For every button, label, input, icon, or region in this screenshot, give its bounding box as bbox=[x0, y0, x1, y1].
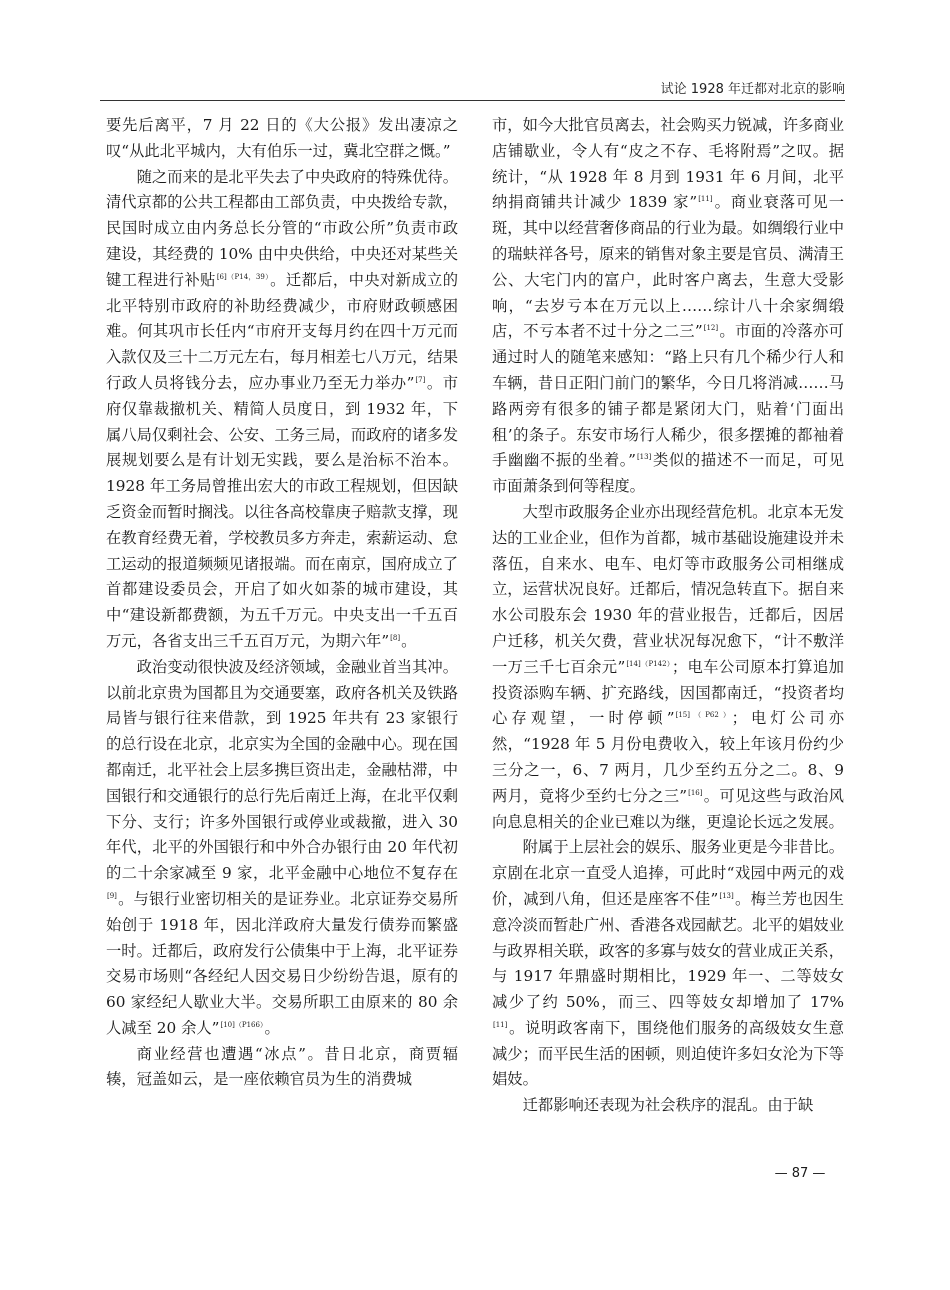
paragraph-text: ；电车公司原本打算追加投资添购车辆、扩充路线，因国都南迁，“投资者均心存观望，一时停顿” bbox=[492, 657, 844, 728]
citation-ref: [15]（P62） bbox=[675, 711, 731, 720]
citation-ref: [7] bbox=[415, 375, 426, 384]
paragraph bbox=[492, 113, 844, 500]
citation-ref: [14]（P142） bbox=[626, 659, 671, 668]
paragraph bbox=[492, 835, 844, 1093]
citation-ref: [9] bbox=[107, 891, 117, 900]
paragraph-text: 。市府仅靠裁撤机关、精简人员度日，到 1932 年，下属八局仅剩社会、公安、工务三局，而政府的诸多发展规划要么是有计划无实践，要么是治标不治本。1928 年工务局曾推出宏大的市政工程规划，但因缺乏资金而暂时搁浅。以往各高校靠庚子赔款支撑，现在教育经费无着，学校教员多方奔走，索薪运动、怠工运动的报道频频见诸报端。而在南京，国府成立了首都建设委员会，开启了如火如荼的城市建设，其中“建设新都费额，为五千万元。中央支出一千五百万元，各省支出三千五百万元，为期六年” bbox=[106, 373, 458, 650]
paragraph-text: 。与银行业密切相关的是证券业。北京证券交易所始创于 1918 年，因北洋政府大量发行债券而繁盛一时。迁都后，政府发行公债集中于上海，北平证券交易市场则“各经纪人因交易日少纷纷告退，原有的 60 家经纪人歇业大半。交易所职工由原来的 80 余人减至 20 余人” bbox=[106, 889, 458, 1037]
citation-ref: [13] bbox=[719, 891, 734, 900]
paragraph-text: 。市面的冷落亦可通过时人的随笔来感知：“路上只有几个稀少行人和车辆，昔日正阳门前门的繁华，今日几将消减……马路两旁有很多的铺子都是紧闭大门，贴着‘门面出租’的条子。东安市场行人稀少，很多摆摊的都袖着手幽幽不振的坐着。” bbox=[492, 322, 844, 470]
paragraph-text: 。迁都后，中央对新成立的北平特别市政府的补助经费减少，市府财政顿感困难。何其巩市长任内“市府开支每月约在四十万元而入款仅及三十二万元左右，每月相差七八万元，结果行政人员将钱分去，应办事业乃至无力举办” bbox=[106, 270, 458, 392]
paragraph-text: 类似的描述不一而足，可见市面萧条到何等程度。 bbox=[492, 451, 844, 496]
paragraph bbox=[106, 655, 458, 1042]
paragraph bbox=[106, 1042, 458, 1094]
header-rule bbox=[100, 100, 845, 101]
running-header: 试论 1928 年迁都对北京的影响 bbox=[660, 82, 845, 97]
left-column bbox=[106, 113, 458, 1093]
paragraph bbox=[492, 1093, 844, 1119]
paragraph-text: 迁都影响还表现为社会秩序的混乱。由于缺 bbox=[522, 1096, 814, 1115]
citation-ref: [13] bbox=[636, 453, 652, 462]
paragraph-text: 。梅兰芳也因生意冷淡而暂赴广州、香港各戏园献艺。北平的娼妓业与政界相关联，政客的多寡与妓女的营业成正关系，与 1917 年鼎盛时期相比，1929 年一、二等妓女减少了约 50%，而三、四等妓女却增加了 17% bbox=[492, 889, 844, 1012]
paragraph-text: 。说明政客南下，围绕他们服务的高级妓女生意减少；而平民生活的困顿，则迫使许多妇女沦为下等娼妓。 bbox=[492, 1018, 844, 1089]
paragraph-text: ；电灯公司亦然，“1928 年 5 月份电费收入，较上年该月份约少三分之一，6、7 两月，几少至约五分之二。8、9 两月，竟将少至约七分之三” bbox=[492, 709, 844, 805]
paragraph-text: 政治变动很快波及经济领域，金融业首当其冲。以前北京贵为国都且为交通要塞，政府各机关及铁路局皆与银行往来借款，到 1925 年共有 23 家银行的总行设在北京，北京实为全国的金融中心。现在国都南迁，北平社会上层多携巨资出走，金融枯滞，中国银行和交通银行的总行先后南迁上海，在北平仅剩下分、支行；许多外国银行或停业或裁撤，进入 30 年代，北平的外国银行和中外合办银行由 20 年代初的二十余家减至 9 家，北平金融中心地位不复存在 bbox=[106, 657, 458, 883]
paragraph-text: 。商业衰落可见一斑，其中以经营奢侈商品的行业为最。如绸缎行业中的瑞蚨祥各号，原来的销售对象主要是官员、满清王公、大宅门内的富户，此时客户离去，生意大受影响，“去岁亏本在万元以上……综计八十余家绸缎店，不亏本者不过十分之二三” bbox=[492, 193, 844, 341]
citation-ref: [6]（P14，39） bbox=[216, 272, 270, 281]
paragraph-text: 。 bbox=[401, 631, 417, 650]
paragraph bbox=[106, 113, 458, 165]
paragraph-text: 。可见这些与政治风向息息相关的企业已难以为继，更遑论长远之发展。 bbox=[492, 786, 844, 831]
citation-ref: [11] bbox=[698, 195, 713, 204]
paragraph-text: 随之而来的是北平失去了中央政府的特殊优待。清代京都的公共工程都由工部负责，中央拨给专款，民国时成立由内务总长分管的“市政公所”负责市政建设，其经费的 10% 由中央供给，中央还对某些关键工程进行补贴 bbox=[106, 167, 458, 289]
paragraph-text: 附属于上层社会的娱乐、服务业更是今非昔比。京剧在北京一直受人追捧，可此时“戏园中两元的戏价，减到八角，但还是座客不佳” bbox=[492, 838, 844, 908]
paragraph-text: 大型市政服务企业亦出现经营危机。北京本无发达的工业企业，但作为首都，城市基础设施建设并未落伍，自来水、电车、电灯等市政服务公司相继成立，运营状况良好。迁都后，情况急转直下。据自来水公司股东会 1930 年的营业报告，迁都后，因居户迁移，机关欠费，营业状况每况愈下，“计不敷洋一万三千七百余元” bbox=[492, 502, 844, 676]
citation-ref: [10]（P166） bbox=[220, 1020, 264, 1029]
citation-ref: [16] bbox=[688, 788, 703, 797]
paragraph bbox=[492, 500, 844, 835]
citation-ref: [11] bbox=[493, 1020, 508, 1029]
citation-ref: [12] bbox=[703, 324, 719, 333]
citation-ref: [8] bbox=[390, 633, 401, 642]
paragraph-text: 。 bbox=[264, 1018, 280, 1037]
paragraph-text: 商业经营也遭遇“冰点”。昔日北京，商贾辐辏，冠盖如云，是一座依赖官员为生的消费城 bbox=[106, 1044, 458, 1089]
paragraph-text: 市，如今大批官员离去，社会购买力锐减，许多商业店铺歇业，令人有“皮之不存、毛将附焉”之叹。据统计，“从 1928 年 8 月到 1931 年 6 月间，北平纳捐商铺共计减少 1839 家” bbox=[492, 116, 844, 212]
page-number: — 87 — bbox=[774, 1166, 826, 1181]
paragraph bbox=[106, 165, 458, 655]
paragraph-text: 要先后离平，7 月 22 日的《大公报》发出凄凉之叹“从此北平城内，大有伯乐一过，冀北空群之慨。” bbox=[106, 116, 458, 160]
right-column bbox=[492, 113, 844, 1119]
